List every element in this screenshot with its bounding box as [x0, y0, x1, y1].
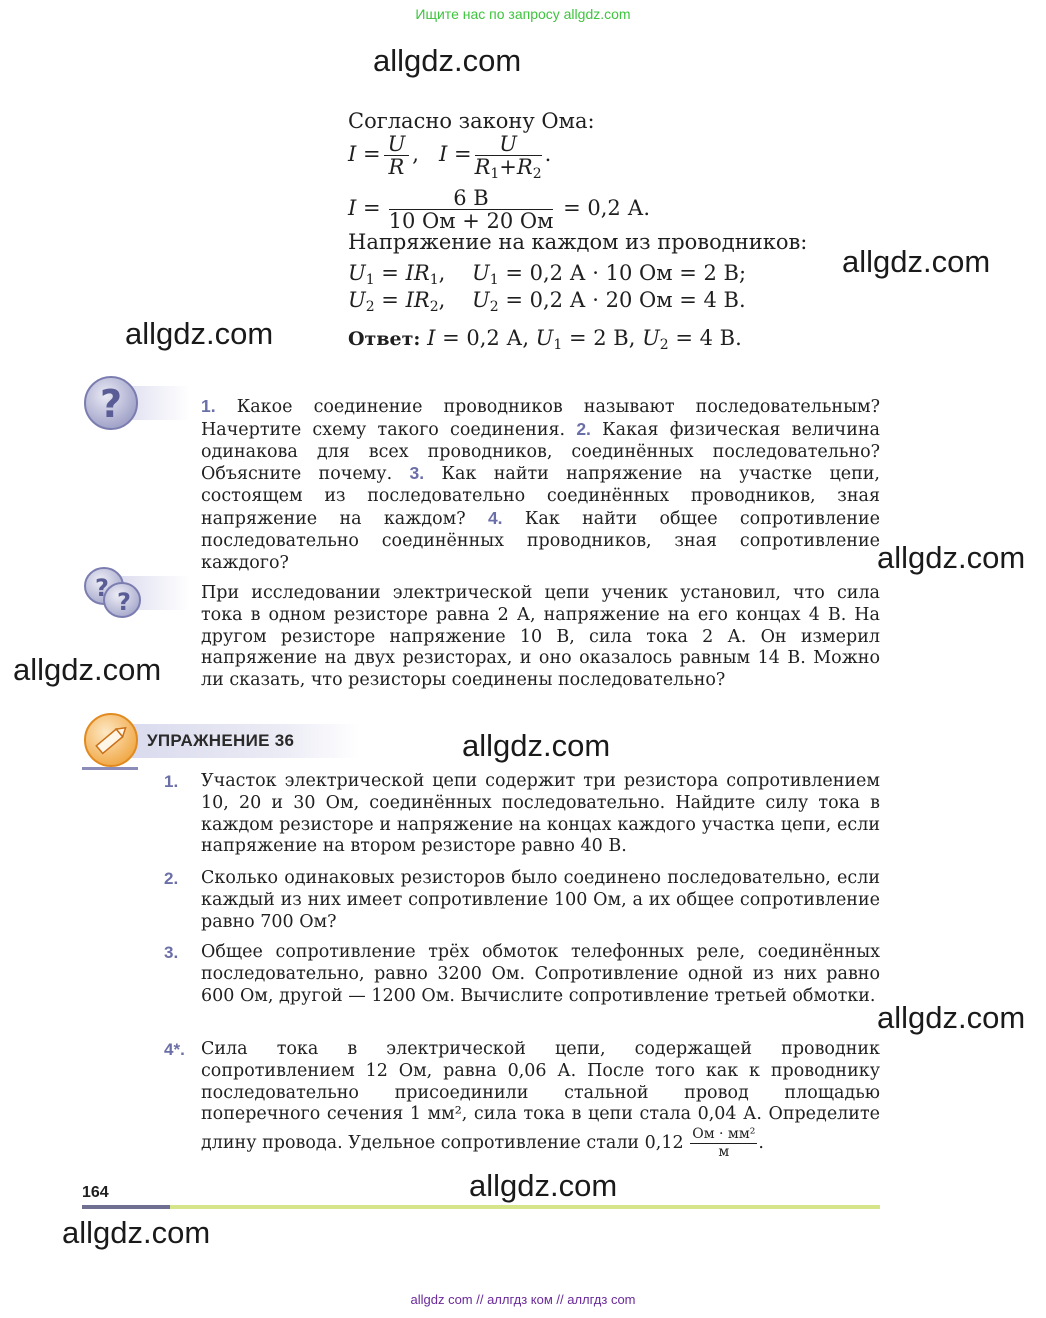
svg-text:?: ? — [95, 574, 109, 602]
current-calculation: I = $\frac{6 В}{10 Ом + 20 Ом}$ = 0,2 А. — [348, 186, 651, 233]
top-search-link[interactable]: Ищите нас по запросу allgdz.com — [415, 6, 631, 22]
calc-denominator: 10 Ом + 20 Ом — [388, 209, 554, 233]
ohm-law-formula: I = $\frac{U}{R}$ , I = $\frac{U}{R_1+R_2}$ . — [348, 132, 552, 182]
exercise-item — [164, 868, 880, 938]
answer-line: Ответ: I = 0,2 А, $U_1 = 2$ В, $U_2 = 4$ В. — [348, 326, 742, 353]
exercise-item-number: 1. — [164, 772, 179, 791]
exercise-item-number: 3. — [164, 943, 179, 962]
exercise-title: УПРАЖНЕНИЕ 36 — [147, 731, 295, 750]
u2-formula: $U_2 = IR_2$, $U_2 = 0,2$ А · 20 Ом = 4 В. — [348, 288, 746, 315]
solution-intro: Согласно закону Ома: — [348, 109, 595, 133]
exercise-item-number: 2. — [164, 869, 179, 888]
exercise-item-text: Сколько одинаковых резисторов было соединено последовательно, если каждый из них имеет сопротивление 100 Ом, а их общее сопротивление равно 700 Ом? — [201, 868, 880, 932]
footer-bar-dark — [82, 1205, 170, 1209]
solution-block — [348, 108, 868, 353]
u1-formula: $U_1 = IR_1$, $U_1 = 0,2$ А · 10 Ом = 2 В; — [348, 261, 747, 288]
question-mark-icon — [82, 374, 140, 432]
watermark: allgdz.com — [877, 1000, 1026, 1035]
questions-text: 1. Какое соединение проводников называют последовательным? Начертите схему такого соединения. 2. Какая физическая величина одинакова для всех проводников, соединённых последовательно? Объясните почему. 3. Как найти напряжение на участке цепи, состоящем из последовательно соединённых проводников, зная напряжение на каждом? 4. Как найти общее сопротивление последовательно соединённых проводников, зная сопротивление каждого? — [201, 396, 880, 573]
discussion-text: При исследовании электрической цепи ученик установил, что сила тока в одном резисторе равна 2 А, напряжение на его концах 4 В. На другом резисторе напряжение 10 В, сила тока 2 А. Он измерил напряжение на двух резисторах, и оно оказалось равным 14 В. Можно ли сказать, что резисторы соединены последовательно? — [201, 583, 880, 691]
bottom-links[interactable]: allgdz com // аллгдз ком // аллгдз com — [410, 1292, 636, 1307]
exercise-item — [164, 942, 880, 1032]
calc-result: = 0,2 А. — [563, 196, 651, 220]
exercise-item — [164, 1039, 880, 1169]
pencil-icon — [82, 711, 140, 769]
discussion-icon — [82, 564, 144, 622]
watermark: allgdz.com — [462, 728, 611, 763]
svg-text:?: ? — [117, 588, 131, 616]
watermark: allgdz.com — [469, 1168, 618, 1203]
watermark: allgdz.com — [13, 652, 162, 687]
voltage-heading: Напряжение на каждом из проводников: — [348, 230, 808, 254]
watermark: allgdz.com — [125, 316, 274, 351]
exercise-item-text: Участок электрической цепи содержит три резистора сопротивлением 10, 20 и 30 Ом, соединённых последовательно. Найдите силу тока в каждом резисторе и напряжение на концах каждого участка цепи, если напряжение на втором резисторе равно 40 В. — [201, 771, 880, 857]
calc-numerator: 6 В — [389, 187, 554, 210]
watermark: allgdz.com — [877, 540, 1026, 575]
exercise-item-text: Общее сопротивление трёх обмоток телефонных реле, соединённых последовательно, равно 3200 Ом. Сопротивление одной из них равно 600 Ом, другой — 1200 Ом. Вычислите сопротивление третьей обмотки. — [201, 942, 880, 1006]
resistivity-unit: $\frac{\text{Ом · мм²}}{м}$ — [692, 1126, 756, 1161]
page-number: 164 — [82, 1184, 109, 1201]
exercise-item-text: Сила тока в электрической цепи, содержащей проводник сопротивлением 12 Ом, равна 0,06 А. После того как к проводнику последовательно присоединили стальной провод площадью поперечного сечения 1 мм², сила тока в цепи стала 0,04 А. Определите длину провода. Удельное сопротивление стали 0,12 $\frac{\text{Ом · мм²}}{м}$ . — [201, 1039, 880, 1161]
watermark: allgdz.com — [373, 43, 522, 78]
exercise-item-number: 4*. — [164, 1040, 185, 1059]
exercise-item — [164, 771, 880, 861]
watermark: allgdz.com — [62, 1215, 211, 1250]
footer-bar-light — [170, 1205, 880, 1209]
watermark: allgdz.com — [842, 244, 991, 279]
svg-text:?: ? — [99, 382, 123, 426]
